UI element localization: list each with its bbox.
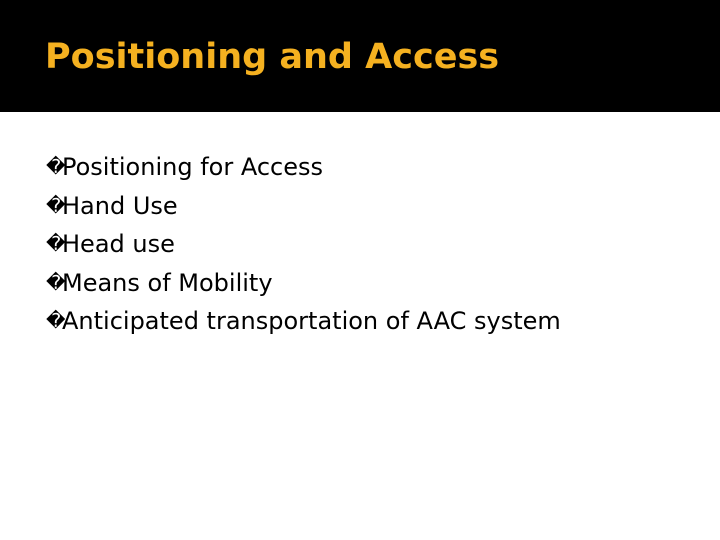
bullet-text: Positioning for Access [62, 153, 323, 182]
bullet-text: Anticipated transportation of AAC system [62, 307, 561, 336]
bullet-text: Means of Mobility [62, 268, 273, 297]
bullet-icon: � [46, 194, 66, 217]
bullet-icon: � [46, 310, 66, 333]
bullet-text: Head use [62, 230, 175, 259]
bullet-item [46, 264, 561, 303]
bullet-icon: � [46, 233, 66, 256]
bullet-icon: � [46, 156, 66, 179]
bullet-list [46, 148, 561, 341]
bullet-item [46, 187, 561, 226]
bullet-item [46, 302, 561, 341]
bullet-icon: � [46, 271, 66, 294]
bullet-item [46, 148, 561, 187]
bullet-text: Hand Use [62, 191, 178, 220]
bullet-item [46, 225, 561, 264]
slide-title: Positioning and Access [45, 37, 500, 77]
title-bar [0, 0, 720, 112]
